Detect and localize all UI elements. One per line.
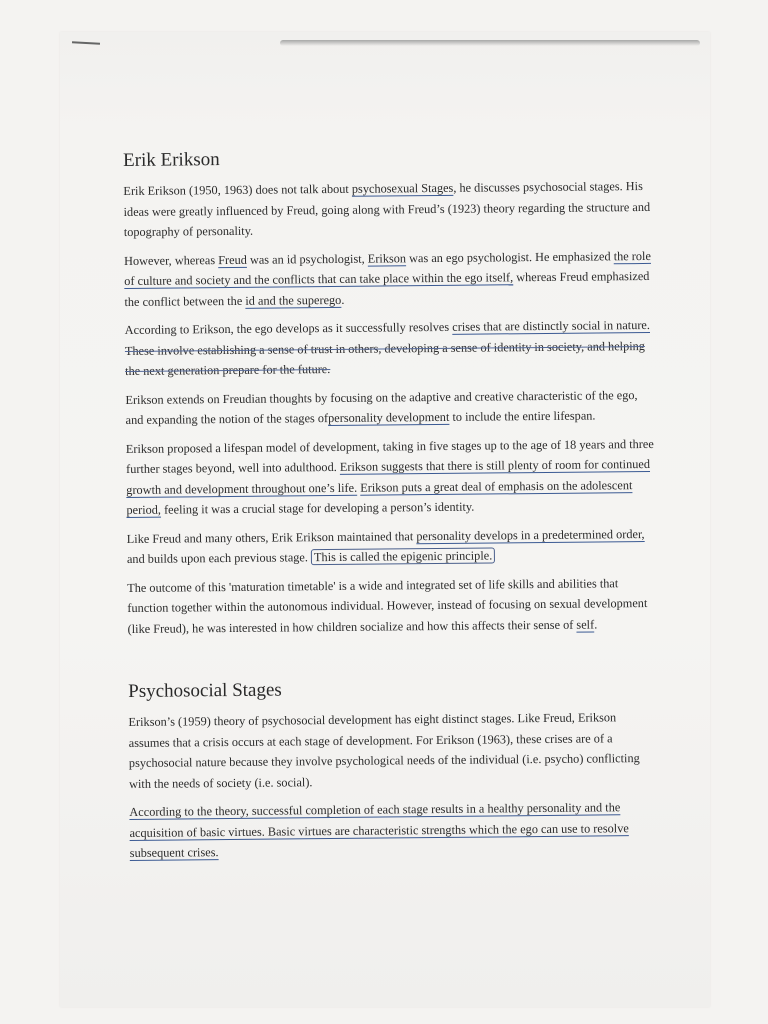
underlined-text: Erikson	[367, 250, 407, 266]
text: Erikson’s (1959) theory of psychosocial development has eight distinct stages. Like Freud, Erikson assumes that a crisis occurs at each stage of development. For Erikson (1963), these crises are of a psychosocial nature because they involve psychological needs of the individual (i.e. psycho) conflicting with the needs of society (i.e. social).	[128, 710, 640, 791]
section-title-psychosocial-stages: Psychosocial Stages	[128, 679, 282, 702]
paragraph-ego-psychologist	[124, 245, 655, 312]
text: to include the entire lifespan.	[449, 408, 596, 424]
text: was an id psychologist,	[246, 251, 368, 267]
paragraph-epigenic-principle	[127, 523, 657, 569]
text: Like Freud and many others, Erik Erikson maintained that	[126, 528, 417, 546]
paragraph-intro	[123, 176, 654, 243]
text: According to Erikson, the ego develops as it successfully resolves	[124, 319, 453, 337]
text: .	[594, 616, 598, 631]
text: However, whereas	[123, 252, 219, 268]
text: The outcome of this 'maturation timetable' is a wide and integrated set of life skills and abilities that function together within the autonomous individual. However, instead of focusing on sexual development (like Freud), he was interested in how children socialize and how this affects their sense of	[127, 575, 648, 636]
text: Erikson proposed a lifespan model of development, taking in five stages up to the age of 18 years and three further stages beyond, well into adulthood.	[125, 436, 654, 476]
underlined-text: Erikson suggests that there is still plenty of room for continued growth and development throughout one’s life.	[126, 456, 651, 497]
underlined-text: Erikson puts a great deal of emphasis on the adolescent period,	[126, 477, 633, 517]
paragraph-eight-stages	[128, 707, 659, 794]
text: feeling it was a crucial stage for developing a person’s identity.	[160, 499, 475, 517]
section-gap	[128, 642, 658, 681]
paragraph-ego-develops	[125, 315, 656, 382]
text: .	[341, 292, 345, 307]
paragraph-freudian-thoughts	[125, 384, 655, 430]
text: , he discusses psychosocial stages. His ideas were greatly influenced by Freud, going along with Freud’s (1923) theory regarding the structure and topography of personality.	[123, 179, 651, 239]
underlined-text: id and the superego	[245, 292, 342, 308]
underlined-text: self	[576, 616, 595, 632]
underlined-text: personality development	[328, 409, 450, 426]
underlined-text: crises that are distinctly social in nature.	[452, 317, 651, 334]
section-title-erik-erikson: Erik Erikson	[123, 149, 220, 171]
text: whereas Freud emphasized the conflict between the	[124, 268, 650, 309]
paper-top-shadow	[280, 40, 700, 46]
underlined-text: the role of culture and society and the conflicts that can take place within the ego itself,	[124, 248, 651, 288]
underlined-text: Freud	[218, 252, 247, 267]
struck-text: These involve establishing a sense of trust in others, developing a sense of identity in society, and helping the next generation prepare for the future.	[124, 338, 645, 378]
text: and builds upon each previous stage.	[126, 550, 312, 566]
paragraph-maturation-timetable	[127, 572, 658, 639]
text: Erikson extends on Freudian thoughts by focusing on the adaptive and creative characteristic of the ego, and expanding the notion of the stages of	[125, 387, 638, 427]
underlined-text: personality develops in a predetermined order,	[416, 526, 645, 543]
underlined-text: psychosexual Stages	[351, 180, 454, 196]
boxed-text: This is called the epigenic principle.	[311, 547, 495, 565]
text: Erik Erikson (1950, 1963) does not talk about	[123, 181, 352, 198]
paragraph-lifespan-model	[126, 433, 657, 520]
paragraph-basic-virtues	[129, 797, 660, 864]
underlined-text: According to the theory, successful completion of each stage results in a healthy personality and the acquisition of basic virtues. Basic virtues are characteristic strengths which the ego can use to resolve subsequent crises.	[129, 800, 629, 860]
text: was an ego psychologist. He emphasized	[405, 248, 614, 265]
document-content	[123, 145, 660, 872]
